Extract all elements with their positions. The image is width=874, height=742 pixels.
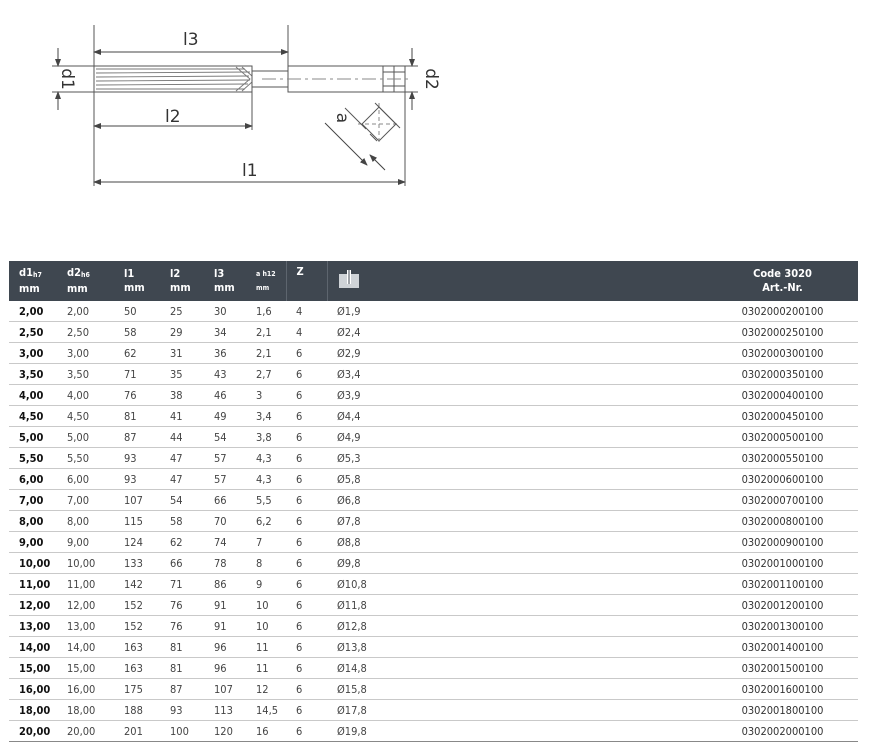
cell-art: 0302000350100 bbox=[707, 364, 858, 385]
cell-d2: 10,00 bbox=[57, 553, 114, 574]
cell-art: 0302001500100 bbox=[707, 658, 858, 679]
cell-l1: 93 bbox=[114, 448, 160, 469]
header-d1: $d1_{h7}$ mm bbox=[19, 266, 42, 295]
cell-a: 5,5 bbox=[246, 490, 286, 511]
cell-l1: 152 bbox=[114, 616, 160, 637]
table-row bbox=[9, 616, 858, 637]
cell-a: 2,7 bbox=[246, 364, 286, 385]
cell-l1: 93 bbox=[114, 469, 160, 490]
cell-l1: 58 bbox=[114, 322, 160, 343]
table-row bbox=[9, 406, 858, 427]
cell-a: 16 bbox=[246, 721, 286, 742]
cell-art: 0302000500100 bbox=[707, 427, 858, 448]
cell-d2: 3,00 bbox=[57, 343, 114, 364]
cell-d2: 13,00 bbox=[57, 616, 114, 637]
cell-l1: 76 bbox=[114, 385, 160, 406]
cell-l2: 58 bbox=[160, 511, 204, 532]
cell-z: 6 bbox=[286, 553, 327, 574]
cell-a: 3 bbox=[246, 385, 286, 406]
cell-d1: 12,00 bbox=[9, 595, 57, 616]
cell-d1: 15,00 bbox=[9, 658, 57, 679]
cell-a: 11 bbox=[246, 637, 286, 658]
cell-a: 2,1 bbox=[246, 343, 286, 364]
cell-art: 0302000450100 bbox=[707, 406, 858, 427]
cell-z: 6 bbox=[286, 364, 327, 385]
cell-d2: 2,50 bbox=[57, 322, 114, 343]
cell-l1: 50 bbox=[114, 301, 160, 322]
header-z: Z bbox=[286, 261, 327, 301]
cell-art: 0302001100100 bbox=[707, 574, 858, 595]
cell-l3: 91 bbox=[204, 595, 246, 616]
cell-a: 3,4 bbox=[246, 406, 286, 427]
cell-hole: Ø6,8 bbox=[327, 490, 707, 511]
cell-d2: 15,00 bbox=[57, 658, 114, 679]
cell-a: 9 bbox=[246, 574, 286, 595]
cell-l2: 25 bbox=[160, 301, 204, 322]
cell-l3: 74 bbox=[204, 532, 246, 553]
cell-a: 14,5 bbox=[246, 700, 286, 721]
cell-a: 10 bbox=[246, 595, 286, 616]
cell-l3: 43 bbox=[204, 364, 246, 385]
header-l2: l2 mm bbox=[170, 267, 191, 294]
cell-l1: 81 bbox=[114, 406, 160, 427]
cell-a: 4,3 bbox=[246, 469, 286, 490]
cell-art: 0302000300100 bbox=[707, 343, 858, 364]
cell-z: 6 bbox=[286, 448, 327, 469]
cell-l1: 201 bbox=[114, 721, 160, 742]
cell-hole: Ø11,8 bbox=[327, 595, 707, 616]
cell-art: 0302000600100 bbox=[707, 469, 858, 490]
cell-z: 4 bbox=[286, 322, 327, 343]
cell-l3: 113 bbox=[204, 700, 246, 721]
cell-l1: 71 bbox=[114, 364, 160, 385]
cell-d2: 2,00 bbox=[57, 301, 114, 322]
cell-l2: 41 bbox=[160, 406, 204, 427]
cell-l3: 120 bbox=[204, 721, 246, 742]
table-row bbox=[9, 301, 858, 322]
cell-l3: 34 bbox=[204, 322, 246, 343]
cell-l1: 87 bbox=[114, 427, 160, 448]
cell-d2: 8,00 bbox=[57, 511, 114, 532]
cell-a: 10 bbox=[246, 616, 286, 637]
cell-art: 0302001000100 bbox=[707, 553, 858, 574]
cell-d2: 16,00 bbox=[57, 679, 114, 700]
cell-l2: 76 bbox=[160, 595, 204, 616]
cell-d2: 7,00 bbox=[57, 490, 114, 511]
cell-l1: 188 bbox=[114, 700, 160, 721]
cell-l3: 78 bbox=[204, 553, 246, 574]
cell-d1: 3,00 bbox=[9, 343, 57, 364]
cell-a: 4,3 bbox=[246, 448, 286, 469]
dimension-a-label: a bbox=[332, 112, 352, 124]
cell-l2: 100 bbox=[160, 721, 204, 742]
cell-z: 6 bbox=[286, 574, 327, 595]
cell-hole: Ø3,4 bbox=[327, 364, 707, 385]
cell-art: 0302000900100 bbox=[707, 532, 858, 553]
cell-d2: 14,00 bbox=[57, 637, 114, 658]
table-row bbox=[9, 532, 858, 553]
table-row bbox=[9, 679, 858, 700]
fluted-cutting-section bbox=[94, 66, 252, 92]
cell-l2: 38 bbox=[160, 385, 204, 406]
table-row bbox=[9, 658, 858, 679]
cell-d1: 4,50 bbox=[9, 406, 57, 427]
table-row bbox=[9, 385, 858, 406]
dimension-l3-label: l3 bbox=[183, 30, 199, 50]
cell-d1: 9,00 bbox=[9, 532, 57, 553]
cell-d1: 5,00 bbox=[9, 427, 57, 448]
cell-hole: Ø7,8 bbox=[327, 511, 707, 532]
header-l3: l3 mm bbox=[214, 267, 235, 294]
cell-art: 0302001200100 bbox=[707, 595, 858, 616]
cell-a: 7 bbox=[246, 532, 286, 553]
cell-z: 6 bbox=[286, 616, 327, 637]
cell-l2: 71 bbox=[160, 574, 204, 595]
cell-l2: 47 bbox=[160, 448, 204, 469]
table-row bbox=[9, 637, 858, 658]
table-row bbox=[9, 574, 858, 595]
cell-d1: 11,00 bbox=[9, 574, 57, 595]
cell-z: 6 bbox=[286, 385, 327, 406]
header-a: a h12 mm bbox=[246, 261, 286, 301]
reamer-technical-drawing bbox=[0, 0, 470, 200]
cell-d1: 5,50 bbox=[9, 448, 57, 469]
cell-z: 6 bbox=[286, 658, 327, 679]
cell-l2: 66 bbox=[160, 553, 204, 574]
cell-l3: 54 bbox=[204, 427, 246, 448]
cell-l3: 86 bbox=[204, 574, 246, 595]
cell-l1: 115 bbox=[114, 511, 160, 532]
table-row bbox=[9, 700, 858, 721]
cell-l2: 35 bbox=[160, 364, 204, 385]
cell-z: 6 bbox=[286, 679, 327, 700]
cell-art: 0302000700100 bbox=[707, 490, 858, 511]
cell-l3: 66 bbox=[204, 490, 246, 511]
cell-l3: 107 bbox=[204, 679, 246, 700]
header-code: Code 3020 Art.-Nr. bbox=[753, 267, 812, 294]
cell-hole: Ø4,4 bbox=[327, 406, 707, 427]
cell-l1: 133 bbox=[114, 553, 160, 574]
cell-d1: 16,00 bbox=[9, 679, 57, 700]
cell-l3: 36 bbox=[204, 343, 246, 364]
cell-hole: Ø2,9 bbox=[327, 343, 707, 364]
cell-l2: 76 bbox=[160, 616, 204, 637]
cell-d1: 18,00 bbox=[9, 700, 57, 721]
cell-d1: 7,00 bbox=[9, 490, 57, 511]
cell-a: 11 bbox=[246, 658, 286, 679]
dimension-d2-label: d2 bbox=[421, 68, 441, 90]
cell-d2: 12,00 bbox=[57, 595, 114, 616]
cell-hole: Ø8,8 bbox=[327, 532, 707, 553]
cell-l3: 49 bbox=[204, 406, 246, 427]
cell-l1: 62 bbox=[114, 343, 160, 364]
dimension-l2-label: l2 bbox=[165, 107, 181, 127]
cell-art: 0302002000100 bbox=[707, 721, 858, 742]
cell-d1: 10,00 bbox=[9, 553, 57, 574]
cell-art: 0302000400100 bbox=[707, 385, 858, 406]
header-l1: l1 mm bbox=[124, 267, 145, 294]
cell-l1: 124 bbox=[114, 532, 160, 553]
cell-a: 8 bbox=[246, 553, 286, 574]
cell-l1: 163 bbox=[114, 637, 160, 658]
cell-l1: 142 bbox=[114, 574, 160, 595]
cell-d1: 20,00 bbox=[9, 721, 57, 742]
cell-z: 6 bbox=[286, 343, 327, 364]
table-row bbox=[9, 595, 858, 616]
cell-z: 6 bbox=[286, 511, 327, 532]
cell-l2: 87 bbox=[160, 679, 204, 700]
cell-l3: 30 bbox=[204, 301, 246, 322]
dimension-d1-label: d1 bbox=[57, 68, 77, 90]
cell-z: 6 bbox=[286, 406, 327, 427]
table-row bbox=[9, 511, 858, 532]
cell-d2: 5,00 bbox=[57, 427, 114, 448]
cell-art: 0302000200100 bbox=[707, 301, 858, 322]
cell-l2: 29 bbox=[160, 322, 204, 343]
cell-l3: 57 bbox=[204, 469, 246, 490]
cell-d1: 2,50 bbox=[9, 322, 57, 343]
table-row bbox=[9, 322, 858, 343]
cell-l3: 57 bbox=[204, 448, 246, 469]
cell-hole: Ø9,8 bbox=[327, 553, 707, 574]
cell-d2: 3,50 bbox=[57, 364, 114, 385]
cell-z: 6 bbox=[286, 637, 327, 658]
cell-l2: 93 bbox=[160, 700, 204, 721]
cell-a: 2,1 bbox=[246, 322, 286, 343]
cell-l3: 70 bbox=[204, 511, 246, 532]
cell-z: 6 bbox=[286, 700, 327, 721]
cell-l3: 46 bbox=[204, 385, 246, 406]
cell-z: 6 bbox=[286, 490, 327, 511]
dimension-l1-label: l1 bbox=[242, 161, 258, 181]
cell-z: 4 bbox=[286, 301, 327, 322]
cell-d2: 18,00 bbox=[57, 700, 114, 721]
cell-d1: 13,00 bbox=[9, 616, 57, 637]
cell-d2: 9,00 bbox=[57, 532, 114, 553]
cell-l3: 96 bbox=[204, 637, 246, 658]
cell-l2: 54 bbox=[160, 490, 204, 511]
table-row bbox=[9, 364, 858, 385]
reamer-spec-table bbox=[9, 261, 858, 742]
cell-d1: 2,00 bbox=[9, 301, 57, 322]
cell-a: 6,2 bbox=[246, 511, 286, 532]
cell-hole: Ø17,8 bbox=[327, 700, 707, 721]
cell-d1: 6,00 bbox=[9, 469, 57, 490]
cell-l1: 152 bbox=[114, 595, 160, 616]
table-row bbox=[9, 553, 858, 574]
table-header-row bbox=[9, 261, 858, 301]
cell-z: 6 bbox=[286, 721, 327, 742]
cell-hole: Ø5,3 bbox=[327, 448, 707, 469]
cell-art: 0302001400100 bbox=[707, 637, 858, 658]
cell-z: 6 bbox=[286, 427, 327, 448]
table-row bbox=[9, 427, 858, 448]
cell-z: 6 bbox=[286, 595, 327, 616]
cell-hole: Ø12,8 bbox=[327, 616, 707, 637]
cell-l2: 81 bbox=[160, 658, 204, 679]
cell-z: 6 bbox=[286, 532, 327, 553]
cell-l1: 107 bbox=[114, 490, 160, 511]
cell-l2: 62 bbox=[160, 532, 204, 553]
cell-art: 0302000550100 bbox=[707, 448, 858, 469]
table-row bbox=[9, 721, 858, 742]
cell-art: 0302001300100 bbox=[707, 616, 858, 637]
cell-hole: Ø10,8 bbox=[327, 574, 707, 595]
cell-d2: 6,00 bbox=[57, 469, 114, 490]
table-row bbox=[9, 469, 858, 490]
cell-l2: 47 bbox=[160, 469, 204, 490]
cell-hole: Ø2,4 bbox=[327, 322, 707, 343]
cell-art: 0302001600100 bbox=[707, 679, 858, 700]
cell-l1: 175 bbox=[114, 679, 160, 700]
cell-art: 0302000800100 bbox=[707, 511, 858, 532]
cell-hole: Ø5,8 bbox=[327, 469, 707, 490]
cell-hole: Ø13,8 bbox=[327, 637, 707, 658]
cell-l2: 31 bbox=[160, 343, 204, 364]
cell-a: 1,6 bbox=[246, 301, 286, 322]
cell-art: 0302000250100 bbox=[707, 322, 858, 343]
cell-d2: 4,50 bbox=[57, 406, 114, 427]
cell-d1: 4,00 bbox=[9, 385, 57, 406]
table-row bbox=[9, 343, 858, 364]
cell-l2: 44 bbox=[160, 427, 204, 448]
header-pre-drill bbox=[327, 261, 707, 301]
cell-l3: 91 bbox=[204, 616, 246, 637]
table-row bbox=[9, 490, 858, 511]
cell-hole: Ø14,8 bbox=[327, 658, 707, 679]
cell-hole: Ø3,9 bbox=[327, 385, 707, 406]
cell-hole: Ø1,9 bbox=[327, 301, 707, 322]
header-d2: $d2_{h6}$ mm bbox=[67, 266, 90, 295]
cell-d2: 4,00 bbox=[57, 385, 114, 406]
cell-hole: Ø19,8 bbox=[327, 721, 707, 742]
cell-d1: 8,00 bbox=[9, 511, 57, 532]
cell-d2: 11,00 bbox=[57, 574, 114, 595]
table-row bbox=[9, 448, 858, 469]
cell-z: 6 bbox=[286, 469, 327, 490]
cell-l2: 81 bbox=[160, 637, 204, 658]
cell-l1: 163 bbox=[114, 658, 160, 679]
cell-hole: Ø4,9 bbox=[327, 427, 707, 448]
cell-d2: 20,00 bbox=[57, 721, 114, 742]
cell-a: 12 bbox=[246, 679, 286, 700]
cell-a: 3,8 bbox=[246, 427, 286, 448]
cell-hole: Ø15,8 bbox=[327, 679, 707, 700]
cell-d1: 3,50 bbox=[9, 364, 57, 385]
cell-d1: 14,00 bbox=[9, 637, 57, 658]
cell-art: 0302001800100 bbox=[707, 700, 858, 721]
cell-l3: 96 bbox=[204, 658, 246, 679]
pre-drill-hole-icon bbox=[338, 269, 360, 289]
cell-d2: 5,50 bbox=[57, 448, 114, 469]
